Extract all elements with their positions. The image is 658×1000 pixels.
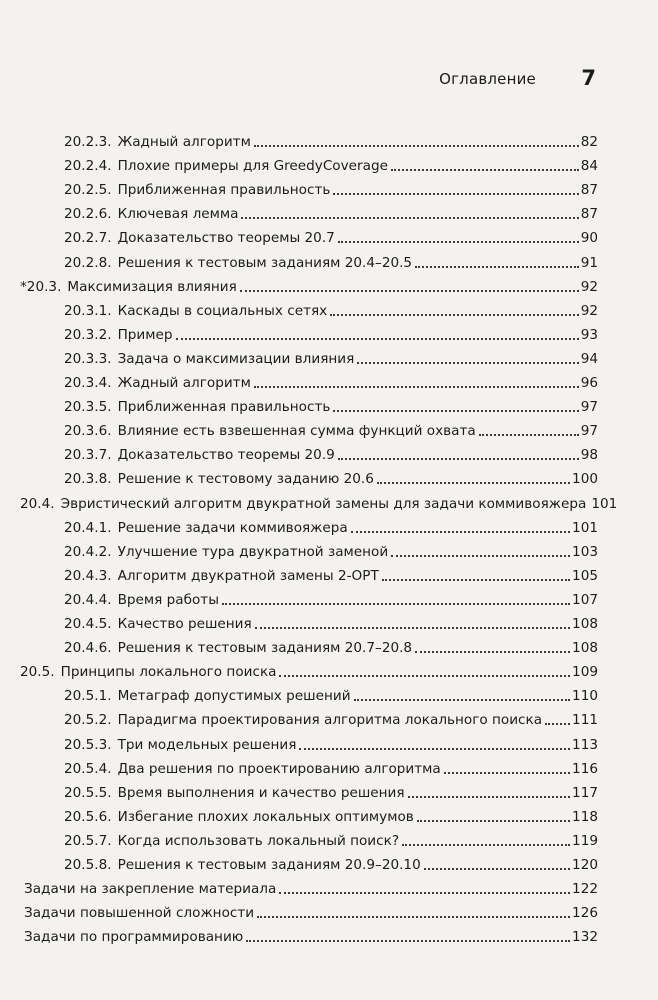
dot-leader — [402, 844, 570, 846]
toc-entry — [0, 851, 658, 873]
toc-entry-number: 20.5.4. — [64, 760, 112, 777]
toc-entry-page: 84 — [580, 158, 598, 175]
toc-entry — [0, 634, 658, 656]
toc-entry-number: 20.5.5. — [64, 784, 112, 801]
toc-entry — [0, 658, 658, 680]
toc-entry-title: Алгоритм двукратной замены 2-OPT — [117, 567, 379, 584]
dot-leader — [391, 555, 570, 557]
toc-entry-title: Максимизация влияния — [67, 278, 237, 295]
toc-entry-page: 116 — [572, 760, 598, 777]
dot-leader — [246, 940, 570, 942]
toc-entry-title: Доказательство теоремы 20.9 — [117, 447, 335, 464]
toc-entry-title: Задача о максимизации влияния — [117, 350, 355, 367]
toc-entry-number: 20.5.8. — [64, 857, 112, 873]
toc-entry-number: 20.3.1. — [64, 302, 112, 319]
toc-entry — [0, 755, 658, 777]
toc-entry-number: 20.5.1. — [64, 688, 112, 705]
dot-leader — [338, 241, 579, 243]
toc-entry — [0, 393, 658, 415]
toc-entry-page: 92 — [580, 278, 598, 295]
toc-entry-title: Плохие примеры для GreedyCoverage — [117, 158, 388, 175]
toc-entry-page: 97 — [580, 399, 598, 416]
toc-entry-page: 120 — [572, 857, 598, 873]
dot-leader — [424, 868, 570, 870]
dot-leader — [408, 796, 570, 798]
toc-entry — [0, 152, 658, 174]
toc-entry-title: Эвристический алгоритм двукратной замены для задачи коммивояжера — [60, 495, 587, 512]
toc-entry-title: Доказательство теоремы 20.7 — [117, 230, 335, 247]
toc-entry-number: 20.2.3. — [64, 134, 112, 150]
toc-entry-title: Приближенная правильность — [117, 399, 331, 416]
toc-entry-page: 96 — [580, 375, 598, 391]
dot-leader — [377, 482, 570, 484]
toc-entry-page: 118 — [572, 808, 598, 825]
toc-entry-number: 20.5.6. — [64, 808, 112, 825]
dot-leader — [354, 699, 571, 701]
toc-entry-page: 87 — [580, 206, 598, 223]
toc-entry — [0, 249, 658, 271]
toc-entry-page: 119 — [572, 832, 598, 849]
toc-entry-page: 101 — [572, 519, 598, 536]
toc-entry-title: Пример — [117, 326, 173, 343]
dot-leader — [333, 193, 578, 195]
dot-leader — [444, 772, 570, 774]
toc-entry — [0, 514, 658, 536]
page-number: 7 — [581, 66, 596, 90]
dot-leader — [279, 892, 570, 894]
toc-entry-page: 91 — [580, 254, 598, 271]
toc-entry-number: 20.4.5. — [64, 616, 112, 632]
toc-entry-title: Избегание плохих локальных оптимумов — [117, 808, 414, 825]
toc-entry-title: Решение к тестовому заданию 20.6 — [117, 471, 374, 488]
toc-entry-page: 108 — [572, 616, 598, 632]
toc-entry-title: Решения к тестовым заданиям 20.9–20.10 — [117, 857, 421, 873]
toc-entry-number: 20.4.6. — [64, 640, 112, 657]
dot-leader — [240, 290, 579, 292]
dot-leader — [255, 627, 570, 629]
toc-entry — [0, 490, 658, 512]
toc-entry — [0, 706, 658, 728]
dot-leader — [241, 217, 578, 219]
toc-entry-title: Два решения по проектированию алгоритма — [117, 760, 441, 777]
toc-entry-title: Парадигма проектирования алгоритма локального поиска — [117, 712, 543, 729]
dot-leader — [330, 314, 578, 316]
toc-entry-number: 20.5.7. — [64, 832, 112, 849]
toc-entry-title: Метаграф допустимых решений — [117, 688, 351, 705]
toc-entry-number: 20.2.6. — [64, 206, 112, 223]
toc-entry-page: 93 — [580, 326, 598, 343]
toc-entry-title: Задачи на закрепление материала — [24, 881, 277, 898]
toc-entry — [0, 586, 658, 608]
toc-entry-number: 20.3.4. — [64, 375, 112, 391]
toc-entry-page: 122 — [572, 881, 598, 898]
toc-entry-number: 20.5. — [20, 664, 55, 681]
toc-entry — [0, 321, 658, 343]
toc-entry — [0, 417, 658, 439]
dot-leader — [351, 531, 570, 533]
toc-entry — [0, 128, 658, 150]
toc-entry-number: 20.2.8. — [64, 254, 112, 271]
toc-entry-page: 107 — [572, 591, 598, 608]
toc-entry-number: 20.3.5. — [64, 399, 112, 416]
page-header — [0, 66, 658, 92]
toc-entry — [0, 441, 658, 463]
toc-entry-title: Решение задачи коммивояжера — [117, 519, 348, 536]
toc-entry-number: 20.5.2. — [64, 712, 112, 729]
dot-leader — [382, 579, 570, 581]
toc-entry-number: 20.2.7. — [64, 230, 112, 247]
toc-entry — [0, 682, 658, 704]
toc-entry-number: 20.3.3. — [64, 350, 112, 367]
toc-entry-title: Решения к тестовым заданиям 20.7–20.8 — [117, 640, 413, 657]
toc-entry-page: 108 — [572, 640, 598, 657]
toc-entry-title: Когда использовать локальный поиск? — [117, 832, 400, 849]
toc-entry-page: 132 — [572, 929, 598, 946]
toc-entry-page: 111 — [572, 712, 598, 729]
toc-entry-number: 20.3.6. — [64, 423, 112, 440]
dot-leader — [254, 145, 579, 147]
toc-entry-page: 105 — [572, 567, 598, 584]
toc-entry-page: 82 — [580, 134, 598, 150]
toc-entry — [0, 875, 658, 897]
toc-entry-title: Влияние есть взвешенная сумма функций охвата — [117, 423, 476, 440]
dot-leader — [357, 362, 578, 364]
toc-entry-number: *20.3. — [20, 278, 62, 295]
toc-entry-title: Жадный алгоритм — [117, 134, 251, 150]
toc-entry — [0, 538, 658, 560]
toc-entry-title: Приближенная правильность — [117, 182, 331, 199]
toc-entry-page: 109 — [572, 664, 598, 681]
dot-leader — [479, 434, 579, 436]
toc-entry-number: 20.3.7. — [64, 447, 112, 464]
toc-entry — [0, 200, 658, 222]
toc-entry-page: 90 — [580, 230, 598, 247]
toc-entry-number: 20.4.4. — [64, 591, 112, 608]
toc-entry — [0, 803, 658, 825]
toc-entry-page: 92 — [580, 302, 598, 319]
toc-entry-number: 20.5.3. — [64, 736, 112, 753]
toc-entry-title: Качество решения — [117, 616, 252, 632]
toc-entry-page: 110 — [572, 688, 598, 705]
toc-entry-page: 97 — [580, 423, 598, 440]
toc-entry-title: Три модельных решения — [117, 736, 297, 753]
toc-entry — [0, 827, 658, 849]
toc-entry — [0, 779, 658, 801]
toc-entry-number: 20.3.2. — [64, 326, 112, 343]
toc-entry-title: Улучшение тура двукратной заменой — [117, 543, 389, 560]
dot-leader — [415, 266, 579, 268]
toc-entry-title: Принципы локального поиска — [60, 664, 277, 681]
toc-entry-page: 100 — [572, 471, 598, 488]
toc-entry-page: 94 — [580, 350, 598, 367]
dot-leader — [415, 651, 570, 653]
toc-entry — [0, 465, 658, 487]
dot-leader — [338, 458, 579, 460]
toc-entry-number: 20.4. — [20, 495, 55, 512]
toc-entry-number: 20.4.3. — [64, 567, 112, 584]
toc-entry-title: Решения к тестовым заданиям 20.4–20.5 — [117, 254, 413, 271]
toc-entry-number: 20.2.4. — [64, 158, 112, 175]
dot-leader — [254, 386, 579, 388]
dot-leader — [279, 675, 570, 677]
toc-entry-title: Ключевая лемма — [117, 206, 239, 223]
toc-entry-title: Каскады в социальных сетях — [117, 302, 328, 319]
toc-entry — [0, 297, 658, 319]
toc-entry-page: 101 — [591, 495, 618, 512]
toc-entry-page: 103 — [572, 543, 598, 560]
toc-entry-number: 20.2.5. — [64, 182, 112, 199]
toc-entry-title: Время работы — [117, 591, 219, 608]
toc-entry — [0, 899, 658, 921]
toc-entry-page: 117 — [572, 784, 598, 801]
toc-entry — [0, 224, 658, 246]
dot-leader — [391, 169, 579, 171]
dot-leader — [545, 723, 570, 725]
toc-entry-title: Задачи повышенной сложности — [24, 905, 255, 922]
dot-leader — [333, 410, 578, 412]
dot-leader — [417, 820, 570, 822]
toc-entry-number: 20.3.8. — [64, 471, 112, 488]
toc-entry — [0, 176, 658, 198]
toc-entry — [0, 923, 658, 945]
toc-entry — [0, 345, 658, 367]
running-title: Оглавление — [439, 70, 536, 88]
toc-entry-title: Задачи по программированию — [24, 929, 244, 946]
toc-entry — [0, 369, 658, 391]
toc-entry — [0, 273, 658, 295]
toc-entry-page: 87 — [580, 182, 598, 199]
dot-leader — [299, 748, 570, 750]
dot-leader — [257, 916, 570, 918]
toc-entry — [0, 731, 658, 753]
toc-entry-title: Время выполнения и качество решения — [117, 784, 405, 801]
dot-leader — [176, 338, 579, 340]
toc-entry-page: 113 — [572, 736, 598, 753]
toc-entry-page: 126 — [572, 905, 598, 922]
toc-entry-number: 20.4.1. — [64, 519, 112, 536]
toc-entry — [0, 610, 658, 632]
toc-entry-title: Жадный алгоритм — [117, 375, 251, 391]
dot-leader — [222, 603, 570, 605]
toc-entry — [0, 562, 658, 584]
toc-entry-number: 20.4.2. — [64, 543, 112, 560]
toc-entry-page: 98 — [580, 447, 598, 464]
